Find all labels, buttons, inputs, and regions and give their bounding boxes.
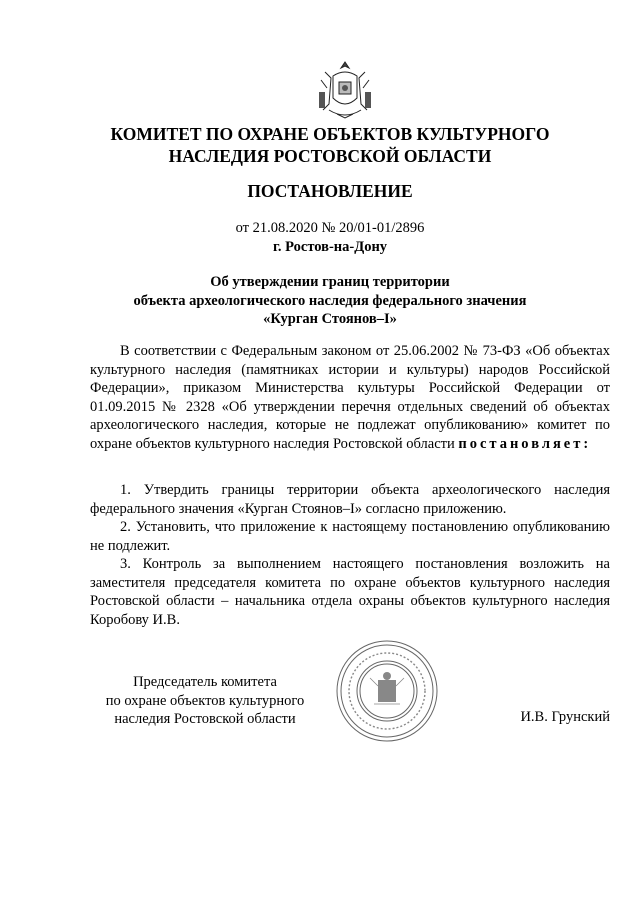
org-line-2: НАСЛЕДИЯ РОСТОВСКОЙ ОБЛАСТИ [168, 146, 492, 166]
signatory-title-line-2: по охране объектов культурного [105, 692, 305, 709]
date-number: от 21.08.2020 № 20/01-01/2896 [235, 220, 425, 236]
document-subject [80, 273, 580, 329]
coat-of-arms-emblem [315, 58, 375, 124]
resolution-item-1: 1. Утвердить границы территории объекта археологического наследия федерального значения «Курган Стоянов–I» согласно приложению. [90, 482, 610, 517]
resolution-items [90, 481, 610, 629]
signer-name: И.В. Грунский [520, 709, 610, 725]
resolve-word: постановляет: [458, 435, 592, 452]
org-line-1: КОМИТЕТ ПО ОХРАНЕ ОБЪЕКТОВ КУЛЬТУРНОГО [110, 124, 550, 144]
document-type: ПОСТАНОВЛЕНИЕ [247, 181, 413, 201]
subject-line-2: объекта археологического наследия федерального значения [133, 292, 527, 309]
subject-line-3: «Курган Стоянов–I» [263, 311, 397, 327]
organization-name [80, 123, 580, 167]
official-seal-stamp [334, 638, 440, 744]
signatory-title [90, 673, 320, 729]
resolution-item-2: 2. Установить, что приложение к настоящему постановлению опубликованию не подлежит. [90, 519, 610, 554]
signatory-title-line-1: Председатель комитета [133, 674, 277, 690]
signatory-title-line-3: наследия Ростовской области [114, 711, 296, 727]
preamble-paragraph [90, 342, 610, 453]
resolution-item-3: 3. Контроль за выполнением настоящего постановления возложить на заместителя председателя комитета по охране объектов культурного наследия Ростовской области – начальника отдела охраны объектов культурного наследия Коробову И.В. [90, 556, 610, 628]
preamble-text: В соответствии с Федеральным законом от 25.06.2002 № 73-ФЗ «Об объектах культурного наследия (памятниках истории и культуры) народов Российской Федерации», приказом Министерства культуры Российской Федерации от 01.09.2015 № 2328 «Об утверждении перечня отдельных сведений об объектах археологического наследия, которые не подлежат опубликованию» комитет по охране объектов культурного наследия Ростовской области [90, 343, 610, 452]
city: г. Ростов-на-Дону [272, 239, 388, 255]
subject-line-1: Об утверждении границ территории [210, 274, 450, 290]
